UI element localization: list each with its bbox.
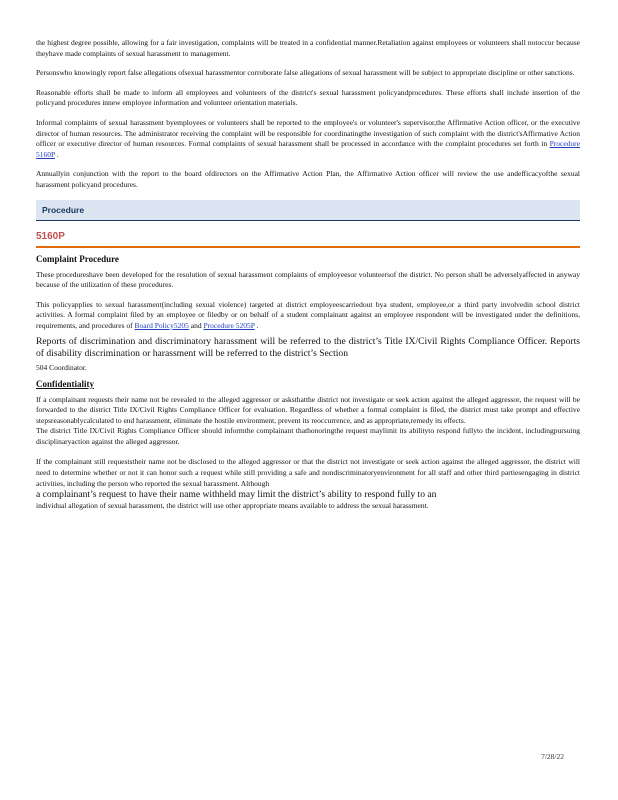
policy-applies-end: . (254, 320, 259, 330)
footer-date: 7/28/22 (541, 752, 564, 761)
policy-code: 5160P (36, 230, 65, 242)
informal-end: . (54, 149, 59, 159)
confidentiality-heading: Confidentiality (36, 378, 95, 389)
paragraph-confidentiality-3-tail: individual allegation of sexual harassment, the district will use other appropriate means available to address the sexual harassment. (36, 501, 429, 511)
paragraph-policy-applies (36, 300, 580, 332)
paragraph-retaliation: the highest degree possible, allowing for a fair investigation, complaints will be treated in a confidential manner.Retaliation against employees or volunteers shall notoccur because theyhave made complaints of sexual harassment to management. (36, 38, 580, 58)
complaint-procedure-heading: Complaint Procedure (36, 253, 119, 264)
procedure-5160p-link[interactable]: Procedure 5160P (36, 139, 580, 159)
paragraph-reports-tail: 504 Coordinator. (36, 362, 87, 372)
procedure-5205p-link[interactable]: Procedure 5205P (203, 320, 255, 330)
board-policy-5205-link[interactable]: Board Policy5205 (134, 320, 189, 330)
paragraph-false-allegations: Personswho knowingly report false allegations ofsexual harassmentor corroborate false allegations of sexual harassment will be subject to appropriate discipline or other sanctions. (36, 68, 575, 78)
paragraph-reasonable-efforts: Reasonable efforts shall be made to inform all employees and volunteers of the district's sexual harassment policyandprocedures. These efforts shall include insertion of the policyand procedures innew employee information and volunteer orientation materials. (36, 87, 580, 108)
document-content (36, 38, 580, 521)
paragraph-procedures: These procedureshave been developed for the resolution of sexual harassment complaints of employeesor volunteersof the district. No person shall be adverselyaffected in anyway because of the utilization of these procedures. (36, 269, 580, 290)
informal-text: Informal complaints of sexual harassment byemployees or volunteers shall be reported to the employee's or volunteer's supervisor,the Affirmative Action officer, or the executive director of human resources. The administrator receiving the complaint will be responsible for coordinatingthe investigation of such complaint with the district'sAffirmative Action officer or executive director of human resources. Formal complaints of sexual harassment shall be processed in accordance with the complaint procedures set forth in (36, 117, 580, 149)
paragraph-confidentiality-1: If a complainant requests their name not be revealed to the alleged aggressor or asksthatthe district not investigate or seek action against the alleged aggressor, the request will be forwarded to the district Title IX/Civil Rights Compliance Officer for evaluation. Regardless of whether a formal complaint is filed, the district must take prompt and effective stepsreasonablycalculated to end harassment, eliminate the hostile environment, prevent its reoccurrence, and as appropriate,remedy its effects. (36, 394, 580, 425)
paragraph-confidentiality-2: The district Title IX/Civil Rights Compliance Officer should informthe complainant thathonoringthe request maylimit its abilityto respond fullyto the incident, includingpursuing disciplinaryaction against the alleged aggressor. (36, 426, 580, 446)
paragraph-confidentiality-3-emphasis: a complainant’s request to have their name withheld may limit the district’s ability to respond fully to an (36, 489, 437, 501)
paragraph-confidentiality-3: If the complainant still requeststheir name not be disclosed to the alleged aggressor or that the district not investigate or seek action against the alleged aggressor, the district will need to determine whether or not it can honor such a request while still providing a safe and nondiscriminatoryenvironment for all staff and other third partiesengaging in district activities, including the person who reported the sexual harassment. Although (36, 457, 580, 488)
paragraph-reports: Reports of discrimination and discriminatory harassment will be referred to the district’s Title IX/Civil Rights Compliance Officer. Reports of disability discrimination or harassment will be referred to the district’s Section (36, 335, 580, 359)
paragraph-annual-review: Annuallyin conjunction with the report to the board ofdirectors on the Affirmative Action Plan, the Affirmative Action officer will review the use andefficacyofthe sexual harassment policyand procedures. (36, 169, 580, 189)
procedure-heading-bar (36, 200, 580, 221)
policy-applies-mid: and (188, 320, 204, 330)
procedure-heading-label: Procedure (42, 204, 85, 215)
policy-applies-text: This policyapplies to sexual harassment(including sexual violence) targeted at district employeescarriedout bya student, employee,or a third party involvedin school district activities. A formal complaint filed by an employee or filedby or on behalf of a student complainant against an employee respondent will be investigated under the definitions, requirements, and procedures of (36, 299, 580, 330)
orange-divider (36, 246, 580, 248)
paragraph-informal-complaints (36, 118, 580, 160)
